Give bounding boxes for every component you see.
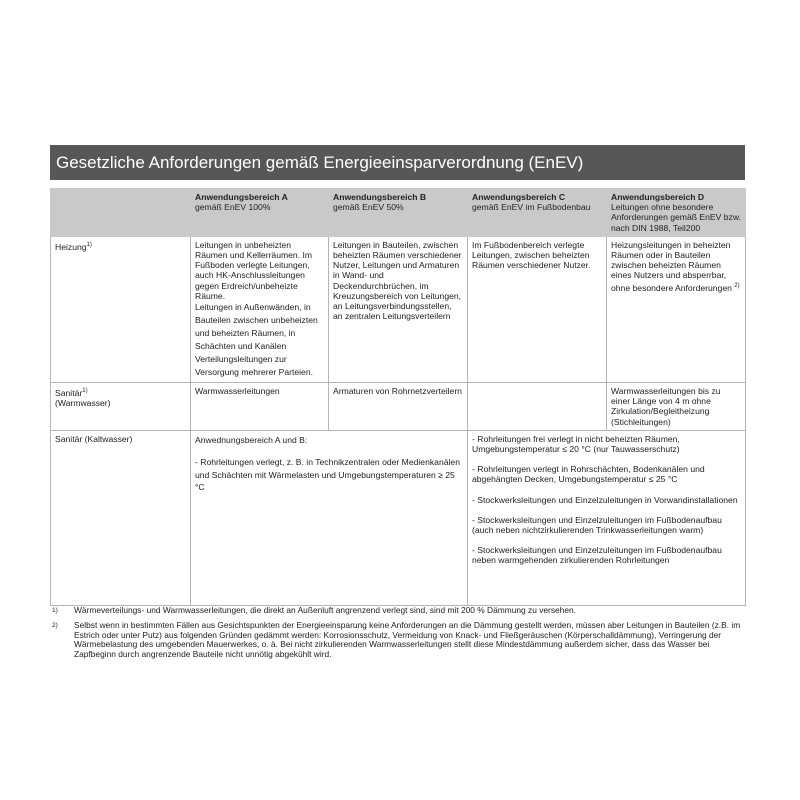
- cell-ab: Anwednungsbereich A und B: - Rohrleitungen verlegt, z. B. in Technikzentralen oder Medienkanälen und Schächten mit Wärmelasten und Umgebungstemperaturen ≥ 25 °C: [191, 430, 468, 605]
- row-label: Heizung$^{1)}$: [51, 236, 191, 382]
- header-row: [51, 189, 746, 237]
- cell-b: Leitungen in Bauteilen, zwischen beheizten Räumen verschiedener Nutzer, Leitungen und Armaturen in Wand- und Deckendurchbrüchen, im Kreuzungsbereich von Leitungen, an Leitungsverbindungsstellen, an zentralen Leitungsverteilern: [329, 236, 468, 382]
- cell-a: Leitungen in unbeheizten Räumen und Kellerräumen. Im Fußboden verlegte Leitungen, auch HK-Anschlussleitungen gegen Erdreich/unbeheizte Räume. Leitungen in Außenwänden, in Bauteilen zwischen unbeheizten und beheizten Räumen, in Schächten und Kanälen Verteilungsleitungen zur Versorgung mehrerer Parteien.: [191, 236, 329, 382]
- enev-requirements-table: [50, 188, 746, 606]
- table-title: Gesetzliche Anforderungen gemäß Energieeinsparverordnung (EnEV): [50, 145, 745, 180]
- table-row: [51, 383, 746, 431]
- footnote-1: 1) Wärmeverteilungs- und Warmwasserleitungen, die direkt an Außenluft angrenzend verlegt sind, sind mit 200 % Dämmung zu versehen.: [52, 605, 576, 615]
- cell-cd: - Rohrleitungen frei verlegt in nicht beheizten Räumen, Umgebungstemperatur ≤ 20 °C (nur Tauwasserschutz) - Rohrleitungen verlegt in Rohrschächten, Bodenkanälen und abgehängten Decken, Umgebungstemperatur ≤ 25 °C - Stockwerksleitungen und Einzelzuleitungen in Vorwandinstallationen - Stockwerksleitungen und Einzelzuleitungen im Fußbodenaufbau (auch neben nichtzirkulierenden Trinkwasserleitungen warm) - Stockwerksleitungen und Einzelzuleitungen im Fußbodenaufbau neben warmgehenden zirkulierenden Rohrleitungen: [468, 430, 746, 605]
- cell-d: Warmwasserleitungen bis zu einer Länge von 4 m ohne Zirkulation/Begleitheizung (Stichleitungen): [607, 383, 746, 431]
- cell-c: Im Fußbodenbereich verlegte Leitungen, zwischen beheizten Räumen verschiedener Nutzer.: [468, 236, 607, 382]
- row-label: Sanitär (Kaltwasser): [51, 430, 191, 605]
- header-col-d: Anwendungsbereich D Leitungen ohne besondere Anforderungen gemäß EnEV bzw. nach DIN 1988, Teil200: [607, 189, 746, 237]
- header-col-b: Anwendungsbereich B gemäß EnEV 50%: [329, 189, 468, 237]
- table-row: [51, 236, 746, 382]
- table-row: [51, 430, 746, 605]
- header-col-a: Anwendungsbereich A gemäß EnEV 100%: [191, 189, 329, 237]
- cell-c: [468, 383, 607, 431]
- row-label: Sanitär$^{1)}$ (Warmwasser): [51, 383, 191, 431]
- cell-a: Warmwasserleitungen: [191, 383, 329, 431]
- cell-b: Armaturen von Rohrnetzverteilern: [329, 383, 468, 431]
- header-col-c: Anwendungsbereich C gemäß EnEV im Fußbodenbau: [468, 189, 607, 237]
- footnote-2: 2) Selbst wenn in bestimmten Fällen aus Gesichtspunkten der Energieeinsparung keine Anforderungen an die Dämmung gestellt werden, müssen aber Leitungen in Bauteilen (z.B. im Estrich oder unter Putz) aus folgenden Gründen gedämmt werden: Korrosionsschutz, Vermeidung von Knack- und Fließgeräuschen (Körperschalldämmung), Verringerung der Wärmebelastung des umgebenden Mauerwerkes, o. ä. Bei nicht zirkulierenden Warmwasserleitungen stellt diese Mindestdämmung außerdem sicher, dass das Wasser bei Zapfbeginn durch angrenzende Bauteile nicht unnötig abgekühlt wird.: [52, 620, 741, 659]
- header-empty: [51, 189, 191, 237]
- cell-d: Heizungsleitungen in beheizten Räumen oder in Bauteilen zwischen beheizten Räumen eines Nutzers und absperrbar, ohne besondere Anforderungen $^{2)}$: [607, 236, 746, 382]
